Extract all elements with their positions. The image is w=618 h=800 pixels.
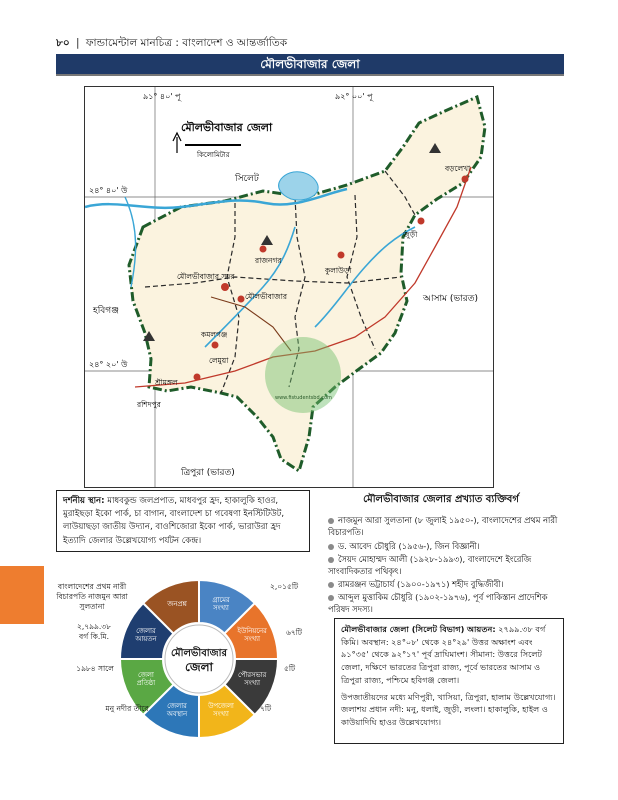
book-title: ফান্ডামেন্টাল মানচিত্র : বাংলাদেশ ও আন্তর্জাতিক (85, 37, 288, 49)
wheel-segment-label: জেলার অবস্থান (166, 702, 188, 719)
tourist-places-box (56, 490, 310, 552)
watermark-seal (265, 337, 341, 413)
place-marker-icon (418, 218, 425, 225)
wheel-segment-label: জেলার আয়তন (135, 626, 157, 643)
district-map (84, 86, 494, 488)
place-marker-icon (212, 342, 219, 349)
wheel-segment-label: গ্রামের সংখ্যা (212, 595, 230, 612)
place-sreemangal: শ্রীমঙ্গল (155, 378, 178, 387)
place-sadar: মৌলভীবাজার সদর (177, 272, 235, 281)
wheel-segment-label: জনপ্রশ্ন (167, 599, 187, 608)
wheel-center (165, 625, 233, 693)
page-header: ৮০ | ফান্ডামেন্টাল মানচিত্র : বাংলাদেশ ও আন্তর্জাতিক (56, 37, 288, 49)
extra-text: উপজাতীয়দের মধ্যে মণিপুরী, খাসিয়া, ত্রিপুরা, হালাম উল্লেখযোগ্য। জলাশয় প্রধান নদী: মনু, ধলাই, জুড়ী, লংলা। হাকালুকি, হাইল ও কাউয়াদিঘি হাওর উল্লেখযোগ্য। (341, 691, 556, 727)
place-marker-icon (194, 374, 201, 381)
tourist-places-text: মাধবকুন্ড জলপ্রপাত, মাধবপুর হ্রদ, হাকালুকি হাওর, মুরাইছড়া ইকো পার্ক, চা বাগান, বাংলাদেশ চা গবেষণা ইনস্টিটিউট, লাউয়াছড়া জাতীয় উদ্যান, বাওশিজোরা ইকো পার্ক, ভারাউরা হ্রদ ইত্যাদি জেলার উল্লেখযোগ্য পর্যটন কেন্দ্র। (63, 496, 285, 546)
tourist-places-label: দর্শনীয় স্থান: (63, 496, 105, 506)
wheel-segment-label: ইউনিয়নের সংখ্যা (237, 626, 267, 643)
orange-side-tab (0, 566, 44, 624)
district-wheel (118, 578, 280, 740)
district-area (129, 97, 485, 471)
scale-label: কিলোমিটার (197, 151, 230, 159)
place-marker-icon (238, 296, 245, 303)
wheel-svg (118, 578, 280, 740)
place-marker-icon (221, 283, 229, 291)
page-number: ৮০ (56, 37, 70, 49)
label-established: ১৯৮৪ সালে (76, 664, 114, 673)
place-rajnagar: রাজনগর (255, 256, 282, 265)
person-item: সৈয়দ মোহাম্মদ আলী (১৯২৮-১৯৯৩), বাংলাদেশে ইংরেজি সাংবাদিকতার পথিকৃৎ। (328, 554, 532, 577)
page-title: মৌলভীবাজার জেলা (260, 57, 360, 71)
coord-lon2: ৯২° ০০' পূ (335, 92, 373, 101)
place-marker-icon (462, 176, 469, 183)
map-svg (85, 87, 493, 487)
place-lauachhara: লেমুয়া (209, 356, 229, 365)
label-unions: ৬৭টি (286, 628, 302, 637)
wheel-center-label: মৌলভীবাজার (170, 648, 228, 659)
place-juri: জুড়ী (403, 230, 418, 239)
wheel-segment-label: পৌরসভার সংখ্যা (237, 671, 267, 688)
map-title: মৌলভীবাজার জেলা (181, 121, 273, 134)
place-kulaura: কুলাউড়া (325, 266, 352, 275)
person-item: রামরঞ্জন ভট্টাচার্য (১৯০০-১৯৭১) শহীদ বুদ্ধিজীবী। (328, 578, 566, 590)
place-barlekha: বড়লেখা (445, 164, 471, 173)
place-marker-icon (338, 252, 345, 259)
region-assam: আসাম (ভারত) (423, 294, 478, 304)
label-villages: ২,০১৫টি (270, 582, 299, 591)
label-upazilas: ৭টি (260, 704, 272, 713)
district-info-box (334, 618, 564, 744)
north-arrow-icon (173, 133, 181, 153)
district-heading: মৌলভীবাজার জেলা (সিলেট বিভাগ) (341, 624, 465, 634)
person-item: নাজমুন আরা সুলতানা (৮ জুলাই ১৯৫০-), বাংলাদেশের প্রথম নারী বিচারপতি। (328, 515, 558, 538)
coord-lat1: ২৪° ৪০' উ (89, 186, 128, 195)
coord-lon1: ৯১° ৪০' পূ (143, 92, 181, 101)
area-text: ২৭৯৯.৩৮ বর্গ কিমি। অবস্থান: ২৪°০৮' থেকে ২৪°২৯' উত্তর অক্ষাংশ এবং ৯১°৩৫' থেকে ৯২°১৭' পূর্ব দ্রাঘিমাংশ। সীমানা: উত্তরে সিলেট জেলা, দক্ষিণে ভারতের ত্রিপুরা রাজ্য, পূর্বে ভারতের আসাম ও ত্রিপুরা রাজ্য, পশ্চিমে হবিগঞ্জ জেলা। (341, 624, 546, 685)
bullet-icon (328, 582, 334, 588)
bullet-icon (328, 518, 334, 524)
label-first-woman: বাংলাদেশের প্রথম নারী বিচারপতি নাজমুন আরা সুলতানা (56, 582, 128, 612)
wheel-segment-label: জেলা প্রতিষ্ঠা (136, 671, 156, 688)
person-item: আব্দুল মুত্তাকিম চৌধুরি (১৯০২-১৯৭৬), পূর্ব পাকিস্তান প্রাদেশিক পরিষদ সদস্য। (328, 592, 548, 615)
bullet-icon (328, 544, 334, 550)
label-municipalities: ৫টি (284, 664, 296, 673)
hakaluki-haor (279, 172, 319, 200)
famous-persons-title: মৌলভীবাজার জেলার প্রখ্যাত ব্যক্তিবর্গ (363, 494, 519, 505)
place-kamalganj: কমলগঞ্জ (201, 330, 228, 339)
label-area: ২,৭৯৯.৩৮ বর্গ কি.মি. (77, 622, 111, 642)
coord-lat2: ২৪° ২০' উ (89, 360, 128, 369)
bullet-icon (328, 557, 334, 563)
label-location: মনু নদীর তীরে (105, 704, 149, 713)
region-sylhet: সিলেট (235, 174, 259, 184)
title-bar (56, 54, 564, 76)
region-habiganj: হবিগঞ্জ (93, 306, 119, 316)
wheel-segment-label: উপজেলা সংখ্যা (208, 702, 234, 719)
place-rashidpur: রশিদপুর (137, 400, 161, 409)
bullet-icon (328, 595, 334, 601)
area-label: আয়তন: (467, 624, 496, 634)
person-item: ড. আবেদ চৌধুরি (১৯৫৬-), জিন বিজ্ঞানী। (328, 540, 566, 552)
place-moulvibazar: মৌলভীবাজার (245, 292, 288, 301)
place-marker-icon (260, 246, 267, 253)
watermark-text: www.fistudentsbd.com (275, 395, 332, 401)
region-tripura: ত্রিপুরা (ভারত) (181, 468, 235, 478)
wheel-center-label: জেলা (184, 660, 214, 674)
